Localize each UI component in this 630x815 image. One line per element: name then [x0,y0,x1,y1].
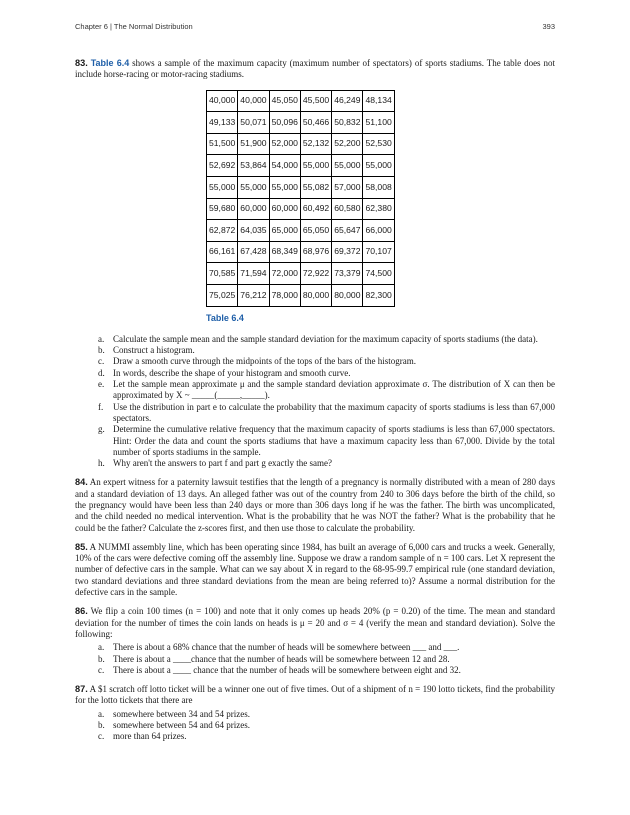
table-cell: 55,000 [363,155,394,177]
table-cell: 70,585 [207,263,238,285]
table-cell: 76,212 [238,284,269,306]
problem-number: 87. [75,684,88,695]
item-text: more than 64 prizes. [113,731,187,742]
problem-text: A $1 scratch off lotto ticket will be a winner one out of five times. Out of a shipment of n = 190 lotto tickets, find the probability for the lotto tickets that there are [75,684,555,706]
table-cell: 71,594 [238,263,269,285]
sub-question-list [75,709,555,743]
capacity-table [206,90,395,307]
item-text: somewhere between 54 and 64 prizes. [113,720,250,731]
table-cell: 62,872 [207,220,238,242]
sub-question-list [75,642,555,676]
sub-question [75,642,555,653]
item-label: g. [98,424,105,435]
item-text: Construct a histogram. [113,345,195,356]
item-label: a. [98,708,105,719]
table-cell: 52,132 [300,133,331,155]
item-text: somewhere between 34 and 54 prizes. [113,708,250,719]
table-cell: 46,249 [332,90,363,112]
item-text: Use the distribution in part e to calculate the probability that the maximum capacity of sports stadiums is less than 67,000 spectators. [113,401,555,423]
table-cell: 66,000 [363,220,394,242]
problem-number: 83. [75,58,88,68]
page-number: 393 [542,22,555,31]
item-text: Determine the cumulative relative frequency that the maximum capacity of sports stadiums is less than 67,000 spectators. Hint: Order the data and count the sports stadiums that have a maximum capacity less than 67,000. Divide by the total number of sports stadiums in the sample. [113,424,555,457]
table-cell: 45,050 [269,90,300,112]
table-cell: 55,000 [238,176,269,198]
sub-question [75,731,555,742]
table-cell: 50,832 [332,112,363,134]
table-cell: 40,000 [238,90,269,112]
table-cell: 66,161 [207,241,238,263]
table-cell: 49,133 [207,112,238,134]
table-cell: 65,000 [269,220,300,242]
item-label: a. [98,642,105,653]
problem-number: 85. [75,541,88,552]
table-row [207,90,395,112]
item-label: f. [98,401,104,412]
sub-question [75,458,555,469]
table-cell: 57,000 [332,176,363,198]
sub-question [75,402,555,425]
table-cell: 75,025 [207,284,238,306]
table-cell: 59,680 [207,198,238,220]
sub-question [75,334,555,345]
page-header [75,22,555,31]
item-text: There is about a ____ chance that the number of heads will be somewhere between eight and 32. [113,664,461,675]
problem-text: A NUMMI assembly line, which has been operating since 1984, has built an average of 6,000 cars and trucks a week. Generally, 10% of the cars were defective coming off the assembly line. Suppose we draw a random sample of n = 100 cars. Let X represent the number of defective cars in the sample. What can we say about X in regard to the 68-95-99.7 empirical rule (one standard deviation, two standard deviations and three standard deviations from the mean are being referred to)? Assume a normal distribution for the defective cars in the sample. [75,541,555,598]
item-text: There is about a ____chance that the number of heads will be somewhere between 12 and 28. [113,653,450,664]
problem-number: 86. [75,606,88,617]
sub-question [75,709,555,720]
item-label: d. [98,367,105,378]
table-cell: 74,500 [363,263,394,285]
table-cell: 60,000 [238,198,269,220]
problem-83 [75,58,555,469]
sub-question-list [75,334,555,470]
sub-question [75,379,555,402]
problem-87 [75,684,555,742]
sub-question [75,654,555,665]
table-cell: 54,000 [269,155,300,177]
problem-text: We flip a coin 100 times (n = 100) and note that it only comes up heads 20% (p = 0.20) of the time. The mean and standard deviation for the number of times the coin lands on heads is μ = 20 and σ = 4 (verify the mean and standard deviation). Solve the following: [75,606,555,639]
problem-number: 84. [75,477,88,488]
table-cell: 70,107 [363,241,394,263]
table-row [207,220,395,242]
item-label: a. [98,333,105,344]
table-cell: 51,100 [363,112,394,134]
table-container [206,90,555,324]
item-text: Let the sample mean approximate μ and the sample standard deviation approximate σ. The distribution of X can then be approximated by X ~ _____(_____,_____). [113,379,555,401]
table-cell: 55,000 [207,176,238,198]
item-label: c. [98,356,105,367]
sub-question [75,356,555,367]
table-row [207,133,395,155]
item-label: b. [98,345,105,356]
problem-84 [75,477,555,533]
table-cell: 53,864 [238,155,269,177]
table-cell: 45,500 [300,90,331,112]
item-text: Draw a smooth curve through the midpoints of the tops of the bars of the histogram. [113,356,416,367]
table-cell: 52,692 [207,155,238,177]
sub-question [75,665,555,676]
table-cell: 52,530 [363,133,394,155]
table-cell: 50,096 [269,112,300,134]
table-cell: 68,976 [300,241,331,263]
table-row [207,284,395,306]
item-label: h. [98,458,105,469]
sub-question [75,424,555,458]
table-cell: 51,500 [207,133,238,155]
problem-86 [75,606,555,676]
table-cell: 50,466 [300,112,331,134]
table-cell: 78,000 [269,284,300,306]
table-cell: 60,580 [332,198,363,220]
table-cell: 72,922 [300,263,331,285]
item-text: Calculate the sample mean and the sample standard deviation for the maximum capacity of sports stadiums (the data). [113,333,538,344]
table-cell: 50,071 [238,112,269,134]
problem-text: An expert witness for a paternity lawsuit testifies that the length of a pregnancy is normally distributed with a mean of 280 days and a standard deviation of 13 days. An alleged father was out of the country from 240 to 306 days before the birth of the child, so the pregnancy would have been less than 240 days or more than 306 days long if he was the father. The birth was uncomplicated, and the child needed no medical intervention. What is the probability that he was NOT the father? What is the probability that he could be the father? Calculate the z-scores first, and then use those to calculate the probability. [75,477,555,533]
table-cell: 55,000 [300,155,331,177]
table-row [207,198,395,220]
table-cell: 80,000 [332,284,363,306]
table-cell: 69,372 [332,241,363,263]
item-text: Why aren't the answers to part f and part g exactly the same? [113,458,333,469]
table-caption: Table 6.4 [206,312,244,323]
table-cell: 40,000 [207,90,238,112]
table-cell: 72,000 [269,263,300,285]
item-label: b. [98,720,105,731]
chapter-title: Chapter 6 | The Normal Distribution [75,22,193,31]
table-cell: 80,000 [300,284,331,306]
table-cell: 58,008 [363,176,394,198]
table-cell: 60,000 [269,198,300,220]
table-row [207,263,395,285]
item-text: In words, describe the shape of your histogram and smooth curve. [113,367,351,378]
table-cell: 67,428 [238,241,269,263]
table-cell: 55,000 [269,176,300,198]
item-label: c. [98,731,105,742]
table-cell: 52,000 [269,133,300,155]
item-label: c. [98,664,105,675]
table-cell: 73,379 [332,263,363,285]
page-content [75,58,555,751]
table-row [207,112,395,134]
table-cell: 65,050 [300,220,331,242]
problem-text: shows a sample of the maximum capacity (maximum number of spectators) of sports stadiums. The table does not include horse-racing or motor-racing stadiums. [75,58,555,80]
item-text: There is about a 68% chance that the number of heads will be somewhere between ___ and ___. [113,642,460,653]
table-cell: 48,134 [363,90,394,112]
table-row [207,176,395,198]
table-cell: 52,200 [332,133,363,155]
table-cell: 62,380 [363,198,394,220]
table-cell: 55,000 [332,155,363,177]
table-row [207,241,395,263]
table-link[interactable]: Table 6.4 [90,58,130,68]
table-row [207,155,395,177]
sub-question [75,720,555,731]
sub-question [75,368,555,379]
item-label: b. [98,653,105,664]
table-cell: 64,035 [238,220,269,242]
item-label: e. [98,379,105,390]
table-cell: 68,349 [269,241,300,263]
table-cell: 51,900 [238,133,269,155]
table-cell: 65,647 [332,220,363,242]
sub-question [75,345,555,356]
table-cell: 60,492 [300,198,331,220]
table-cell: 82,300 [363,284,394,306]
problem-85 [75,542,555,598]
table-cell: 55,082 [300,176,331,198]
